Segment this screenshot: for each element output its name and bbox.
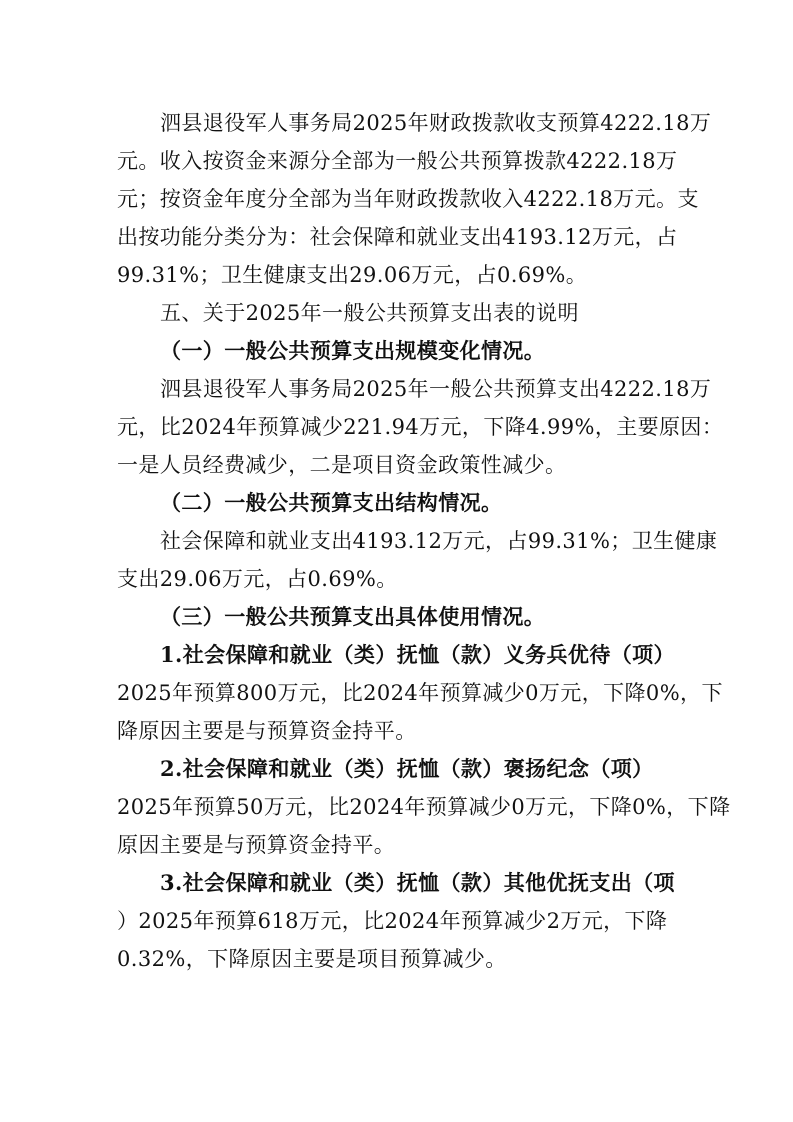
subsection-heading-3: （三）一般公共预算支出具体使用情况。 xyxy=(160,604,546,629)
item-heading-3: 3.社会保障和就业（类）抚恤（款）其他优抚支出（项 xyxy=(160,870,675,895)
paragraph-line: 0.32%，下降原因主要是项目预算减少。 xyxy=(117,947,507,971)
paragraph-line: 2025年预算50万元，比2024年预算减少0万元，下降0%，下降 xyxy=(117,795,731,819)
subsection-heading-2: （二）一般公共预算支出结构情况。 xyxy=(160,490,503,515)
paragraph-line: 元。收入按资金来源分全部为一般公共预算拨款4222.18万 xyxy=(117,149,678,173)
paragraph-line: 支出29.06万元，占0.69%。 xyxy=(117,567,398,591)
section-heading: 五、关于2025年一般公共预算支出表的说明 xyxy=(160,301,579,325)
paragraph-line: 社会保障和就业支出4193.12万元，占99.31%；卫生健康 xyxy=(160,529,718,553)
paragraph-line: 出按功能分类分为：社会保障和就业支出4193.12万元，占 xyxy=(117,225,678,249)
paragraph-line: 泗县退役军人事务局2025年一般公共预算支出4222.18万 xyxy=(160,377,712,401)
paragraph-line: 降原因主要是与预算资金持平。 xyxy=(117,719,417,743)
paragraph-line: 2025年预算800万元，比2024年预算减少0万元，下降0%，下 xyxy=(117,681,723,705)
paragraph-line: 元，比2024年预算减少221.94万元，下降4.99%，主要原因： xyxy=(117,415,724,439)
paragraph-line: 泗县退役军人事务局2025年财政拨款收支预算4222.18万 xyxy=(160,111,712,135)
paragraph-line: 一是人员经费减少，二是项目资金政策性减少。 xyxy=(117,453,567,477)
paragraph-line: 元；按资金年度分全部为当年财政拨款收入4222.18万元。支 xyxy=(117,187,699,211)
paragraph-line: ）2025年预算618万元，比2024年预算减少2万元，下降 xyxy=(117,909,668,933)
item-heading-1: 1.社会保障和就业（类）抚恤（款）义务兵优待（项） xyxy=(160,642,675,667)
paragraph-line: 原因主要是与预算资金持平。 xyxy=(117,833,396,857)
subsection-heading-1: （一）一般公共预算支出规模变化情况。 xyxy=(160,338,546,363)
paragraph-line: 99.31%；卫生健康支出29.06万元，占0.69%。 xyxy=(117,263,588,287)
item-heading-2: 2.社会保障和就业（类）抚恤（款）褒扬纪念（项） xyxy=(160,756,654,781)
